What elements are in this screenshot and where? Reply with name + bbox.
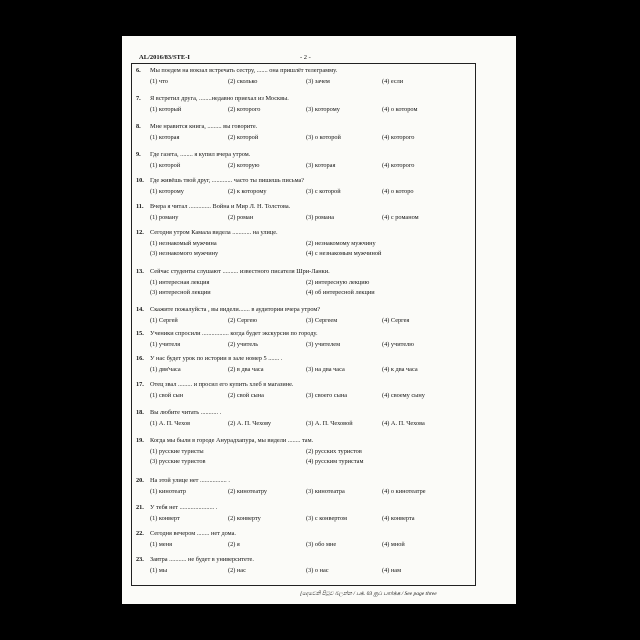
question-text: Где живёшь твой друг, ............. часто ты пишешь письма? bbox=[150, 177, 305, 184]
answer-option: (4) мной bbox=[382, 541, 405, 548]
answer-option: (4) нам bbox=[382, 567, 402, 574]
answer-option: (2) нас bbox=[228, 567, 246, 574]
answer-option: (2) Сергею bbox=[228, 317, 258, 324]
question bbox=[136, 437, 472, 466]
option-row bbox=[136, 188, 472, 196]
answer-option: (2) которого bbox=[228, 106, 261, 113]
answer-option: (2) к которому bbox=[228, 188, 267, 195]
option-row bbox=[136, 458, 472, 466]
question-number: 13. bbox=[136, 268, 144, 275]
answer-option: (4) которого bbox=[382, 162, 415, 169]
answer-option: (3) которому bbox=[306, 106, 340, 113]
question-stem bbox=[136, 67, 472, 75]
answer-option: (1) интересная лекция bbox=[150, 279, 210, 286]
question-text: Вчера я читал .............. Война и Мир Л. Н. Толстова. bbox=[150, 203, 291, 210]
question-number: 15. bbox=[136, 330, 144, 337]
answer-option: (1) кинотеатр bbox=[150, 488, 187, 495]
answer-option: (3) с которой bbox=[306, 188, 341, 195]
question-stem bbox=[136, 268, 472, 276]
option-row bbox=[136, 289, 472, 297]
question-text: У нас будет урок по истории в зале номер 5 ....... . bbox=[150, 355, 283, 362]
answer-option: (1) учителя bbox=[150, 341, 181, 348]
question-number: 21. bbox=[136, 504, 144, 511]
option-row bbox=[136, 488, 472, 496]
question-stem bbox=[136, 530, 472, 538]
answer-option: (3) учителем bbox=[306, 341, 341, 348]
answer-option: (1) свой сын bbox=[150, 392, 184, 399]
option-row bbox=[136, 214, 472, 222]
question bbox=[136, 355, 472, 374]
question-number: 8. bbox=[136, 123, 141, 130]
question-stem bbox=[136, 123, 472, 131]
question-text: Мы поедем на вокзал встречать сестру, ....... она пришлёт телеграмму. bbox=[150, 67, 338, 74]
question-stem bbox=[136, 330, 472, 338]
question bbox=[136, 203, 472, 222]
answer-option: (4) о которо bbox=[382, 188, 414, 195]
answer-option: (3) русские туристов bbox=[150, 458, 206, 465]
answer-option: (2) конверту bbox=[228, 515, 261, 522]
question-number: 12. bbox=[136, 229, 144, 236]
question-text: Где газета, ........ я купил вчера утром. bbox=[150, 151, 251, 158]
option-row bbox=[136, 541, 472, 549]
answer-option: (1) который bbox=[150, 106, 182, 113]
answer-option: (3) интересной лекции bbox=[150, 289, 211, 296]
answer-option: (4) конверта bbox=[382, 515, 415, 522]
answer-option: (4) которого bbox=[382, 134, 415, 141]
question bbox=[136, 95, 472, 114]
question-number: 18. bbox=[136, 409, 144, 416]
option-row bbox=[136, 515, 472, 523]
answer-option: (1) Сергей bbox=[150, 317, 178, 324]
option-row bbox=[136, 448, 472, 456]
answer-option: (2) русских туристов bbox=[306, 448, 362, 455]
question-stem bbox=[136, 151, 472, 159]
answer-option: (3) о нас bbox=[306, 567, 329, 574]
answer-option: (2) сколько bbox=[228, 78, 258, 85]
answer-option: (1) которому bbox=[150, 188, 184, 195]
question-number: 6. bbox=[136, 67, 141, 74]
answer-option: (1) которая bbox=[150, 134, 180, 141]
question-number: 11. bbox=[136, 203, 144, 210]
question-number: 22. bbox=[136, 530, 144, 537]
question bbox=[136, 306, 472, 325]
question bbox=[136, 123, 472, 142]
answer-option: (4) А. П. Чехова bbox=[382, 420, 425, 427]
answer-option: (2) незнакомому мужчину bbox=[306, 240, 376, 247]
answer-option: (2) А. П. Чехову bbox=[228, 420, 272, 427]
answer-option: (2) я bbox=[228, 541, 240, 548]
answer-option: (4) если bbox=[382, 78, 404, 85]
question bbox=[136, 381, 472, 400]
question bbox=[136, 504, 472, 523]
answer-option: (3) кинотеатра bbox=[306, 488, 345, 495]
answer-option: (3) незнакомого мужчину bbox=[150, 250, 219, 257]
question-number: 20. bbox=[136, 477, 144, 484]
option-row bbox=[136, 341, 472, 349]
question-number: 19. bbox=[136, 437, 144, 444]
option-row bbox=[136, 567, 472, 575]
question-number: 7. bbox=[136, 95, 141, 102]
answer-option: (2) интересную лекцию bbox=[306, 279, 370, 286]
question bbox=[136, 177, 472, 196]
answer-option: (3) на два часа bbox=[306, 366, 345, 373]
option-row bbox=[136, 279, 472, 287]
question bbox=[136, 530, 472, 549]
answer-option: (1) незнакомый мужчина bbox=[150, 240, 217, 247]
question-number: 23. bbox=[136, 556, 144, 563]
answer-option: (4) к два часа bbox=[382, 366, 418, 373]
answer-option: (4) Сергея bbox=[382, 317, 410, 324]
question bbox=[136, 67, 472, 86]
answer-option: (1) которой bbox=[150, 162, 181, 169]
question bbox=[136, 477, 472, 496]
question-text: Я встретил друга, ........недавно приехал из Москвы. bbox=[150, 95, 289, 102]
answer-option: (4) о кинотеатре bbox=[382, 488, 426, 495]
answer-option: (4) с незнакомым мужчиной bbox=[306, 250, 382, 257]
answer-option: (3) обо мне bbox=[306, 541, 337, 548]
question-text: Завтра ........... не будет в университете. bbox=[150, 556, 254, 563]
answer-option: (1) двя'часа bbox=[150, 366, 181, 373]
answer-option: (3) своего сына bbox=[306, 392, 348, 399]
question-number: 16. bbox=[136, 355, 144, 362]
question-stem bbox=[136, 381, 472, 389]
question-stem bbox=[136, 355, 472, 363]
answer-option: (2) свой сына bbox=[228, 392, 264, 399]
answer-option: (1) мы bbox=[150, 567, 168, 574]
option-row bbox=[136, 420, 472, 428]
question-number: 17. bbox=[136, 381, 144, 388]
answer-option: (1) русские туристы bbox=[150, 448, 204, 455]
question-stem bbox=[136, 229, 472, 237]
question bbox=[136, 330, 472, 349]
question-text: Мне нравится книга, ......... вы говорите. bbox=[150, 123, 258, 130]
answer-option: (4) учителю bbox=[382, 341, 414, 348]
answer-option: (4) о котором bbox=[382, 106, 418, 113]
question bbox=[136, 229, 472, 258]
question bbox=[136, 556, 472, 575]
option-row bbox=[136, 392, 472, 400]
question bbox=[136, 409, 472, 428]
answer-option: (4) своему сыну bbox=[382, 392, 425, 399]
question-stem bbox=[136, 203, 472, 211]
option-row bbox=[136, 317, 472, 325]
question-text: Скажите пожалуйста , вы видели....... в аудитории вчера утром? bbox=[150, 306, 321, 313]
answer-option: (2) роман bbox=[228, 214, 254, 221]
page-number: - 2 - bbox=[300, 54, 311, 61]
answer-option: (1) конверт bbox=[150, 515, 180, 522]
question-stem bbox=[136, 177, 472, 185]
question-number: 14. bbox=[136, 306, 144, 313]
question-stem bbox=[136, 95, 472, 103]
answer-option: (2) учитель bbox=[228, 341, 259, 348]
answer-option: (2) которой bbox=[228, 134, 259, 141]
question-text: Сейчас студенты слушают .......... известного писателя Шри-Ланки. bbox=[150, 268, 330, 275]
answer-option: (3) с конвертом bbox=[306, 515, 348, 522]
question-stem bbox=[136, 437, 472, 445]
page-footer: [දෙවෙනි පිටුව බලන්න / பக். 03 ஐப் பார்க்க / See page three bbox=[300, 591, 437, 597]
question-text: Ученики спросили ................. когда будет экскурсия по городу. bbox=[150, 330, 318, 337]
question-number: 10. bbox=[136, 177, 144, 184]
answer-option: (4) об интересной лекции bbox=[306, 289, 375, 296]
question-text: Вы любите читать ........... . bbox=[150, 409, 222, 416]
paper-code: AL/2016/83/STE-I bbox=[139, 54, 190, 61]
option-row bbox=[136, 134, 472, 142]
answer-option: (4) с романом bbox=[382, 214, 419, 221]
answer-option: (3) Сергеем bbox=[306, 317, 338, 324]
option-row bbox=[136, 78, 472, 86]
option-row bbox=[136, 250, 472, 258]
question-text: Сегодня утром Камала видела ............ на улице. bbox=[150, 229, 278, 236]
answer-option: (2) в два часа bbox=[228, 366, 264, 373]
question bbox=[136, 151, 472, 170]
answer-option: (1) что bbox=[150, 78, 168, 85]
answer-option: (4) русским туристам bbox=[306, 458, 364, 465]
answer-option: (1) А. П. Чехов bbox=[150, 420, 191, 427]
question-stem bbox=[136, 409, 472, 417]
answer-option: (3) зачем bbox=[306, 78, 330, 85]
question-stem bbox=[136, 477, 472, 485]
question-stem bbox=[136, 556, 472, 564]
question bbox=[136, 268, 472, 297]
answer-option: (2) которую bbox=[228, 162, 260, 169]
answer-option: (2) кинотеатру bbox=[228, 488, 268, 495]
question-text: Отец звал ......... и просил его купить хлеб в магазине. bbox=[150, 381, 294, 388]
answer-option: (3) о которой bbox=[306, 134, 341, 141]
answer-option: (1) роману bbox=[150, 214, 179, 221]
question-text: Сегодня вечером ........ нет дома. bbox=[150, 530, 236, 537]
option-row bbox=[136, 240, 472, 248]
answer-option: (3) А. П. Чеховой bbox=[306, 420, 353, 427]
answer-option: (1) меня bbox=[150, 541, 172, 548]
answer-option: (3) романа bbox=[306, 214, 334, 221]
option-row bbox=[136, 162, 472, 170]
answer-option: (3) которая bbox=[306, 162, 336, 169]
option-row bbox=[136, 106, 472, 114]
option-row bbox=[136, 366, 472, 374]
question-number: 9. bbox=[136, 151, 141, 158]
question-stem bbox=[136, 306, 472, 314]
question-text: У тебя нет ...................... . bbox=[150, 504, 218, 511]
question-text: Когда мы были в городе Анурадхапура, мы видели ........ там. bbox=[150, 437, 314, 444]
question-text: На этой улице нет ................. . bbox=[150, 477, 230, 484]
question-stem bbox=[136, 504, 472, 512]
